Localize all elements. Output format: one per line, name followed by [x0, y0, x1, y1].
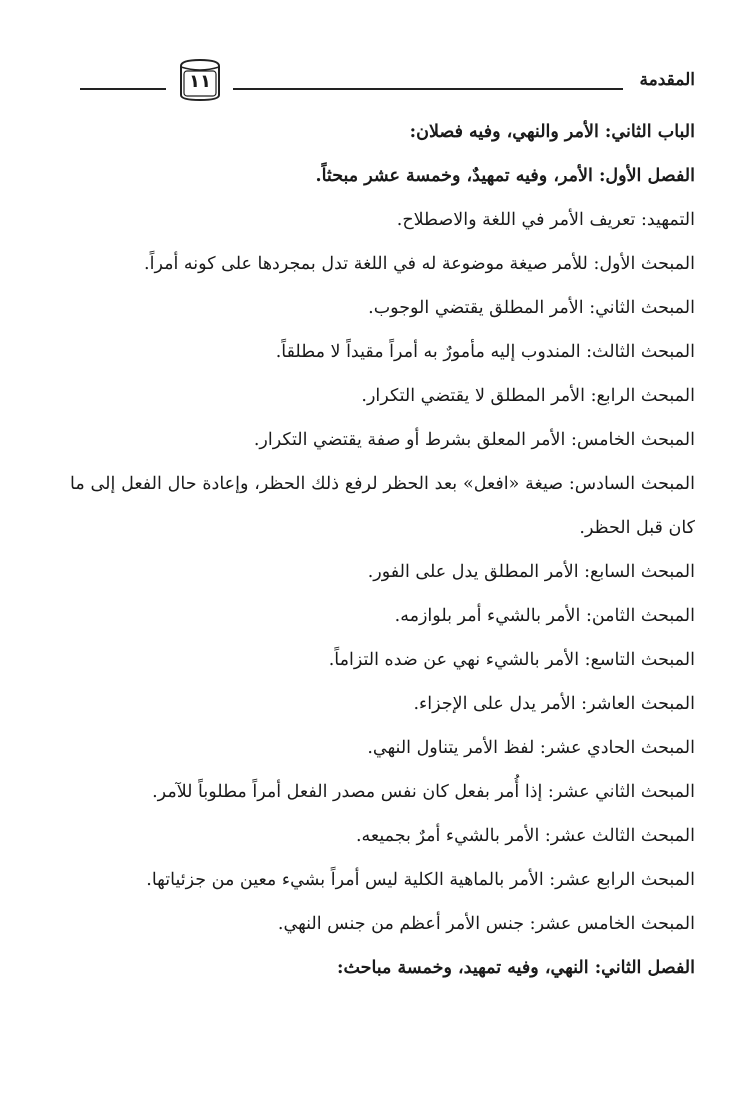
section-heading: الفصل الأول: الأمر، وفيه تمهيدٌ، وخمسة عشر مبحثاً.	[315, 166, 695, 186]
toc-line: المبحث التاسع: الأمر بالشيء نهي عن ضده التزاماً.	[328, 650, 695, 670]
toc-line: المبحث الخامس عشر: جنس الأمر أعظم من جنس النهي.	[277, 914, 695, 934]
toc-line-continuation: كان قبل الحظر.	[579, 518, 695, 538]
page-number-frame	[177, 58, 223, 102]
toc-line: المبحث السادس: صيغة «افعل» بعد الحظر لرفع ذلك الحظر، وإعادة حال الفعل إلى ما	[70, 474, 695, 494]
toc-line: المبحث الحادي عشر: لفظ الأمر يتناول النهي.	[367, 738, 695, 758]
chapter-heading: الباب الثاني: الأمر والنهي، وفيه فصلان:	[409, 122, 695, 142]
toc-line: المبحث السابع: الأمر المطلق يدل على الفور.	[367, 562, 695, 582]
toc-line: المبحث الثاني: الأمر المطلق يقتضي الوجوب.	[368, 298, 695, 318]
toc-line: المبحث العاشر: الأمر يدل على الإجزاء.	[413, 694, 695, 714]
section-heading: الفصل الثاني: النهي، وفيه تمهيد، وخمسة مباحث:	[336, 958, 695, 978]
section-title: المقدمة	[639, 70, 695, 90]
toc-line: المبحث الرابع: الأمر المطلق لا يقتضي التكرار.	[361, 386, 695, 406]
toc-line: المبحث الخامس: الأمر المعلق بشرط أو صفة يقتضي التكرار.	[253, 430, 695, 450]
toc-line: المبحث الثالث عشر: الأمر بالشيء أمرٌ بجميعه.	[355, 826, 695, 846]
toc-line: المبحث الثاني عشر: إذا أُمر بفعل كان نفس مصدر الفعل أمراً مطلوباً للآمر.	[152, 782, 695, 802]
toc-line: المبحث الثامن: الأمر بالشيء أمر بلوازمه.	[394, 606, 695, 626]
page-number: ١١	[189, 71, 211, 92]
header-rule-right	[233, 88, 623, 90]
toc-line: المبحث الأول: للأمر صيغة موضوعة له في اللغة تدل بمجردها على كونه أمراً.	[144, 254, 695, 274]
toc-line: المبحث الرابع عشر: الأمر بالماهية الكلية ليس أمراً بشيء معين من جزئياتها.	[146, 870, 695, 890]
table-of-contents	[70, 110, 695, 990]
toc-line: المبحث الثالث: المندوب إليه مأمورٌ به أمراً مقيداً لا مطلقاً.	[275, 342, 695, 362]
toc-line: التمهيد: تعريف الأمر في اللغة والاصطلاح.	[396, 210, 695, 230]
header-rule-left	[80, 88, 166, 90]
page-header	[80, 58, 695, 106]
